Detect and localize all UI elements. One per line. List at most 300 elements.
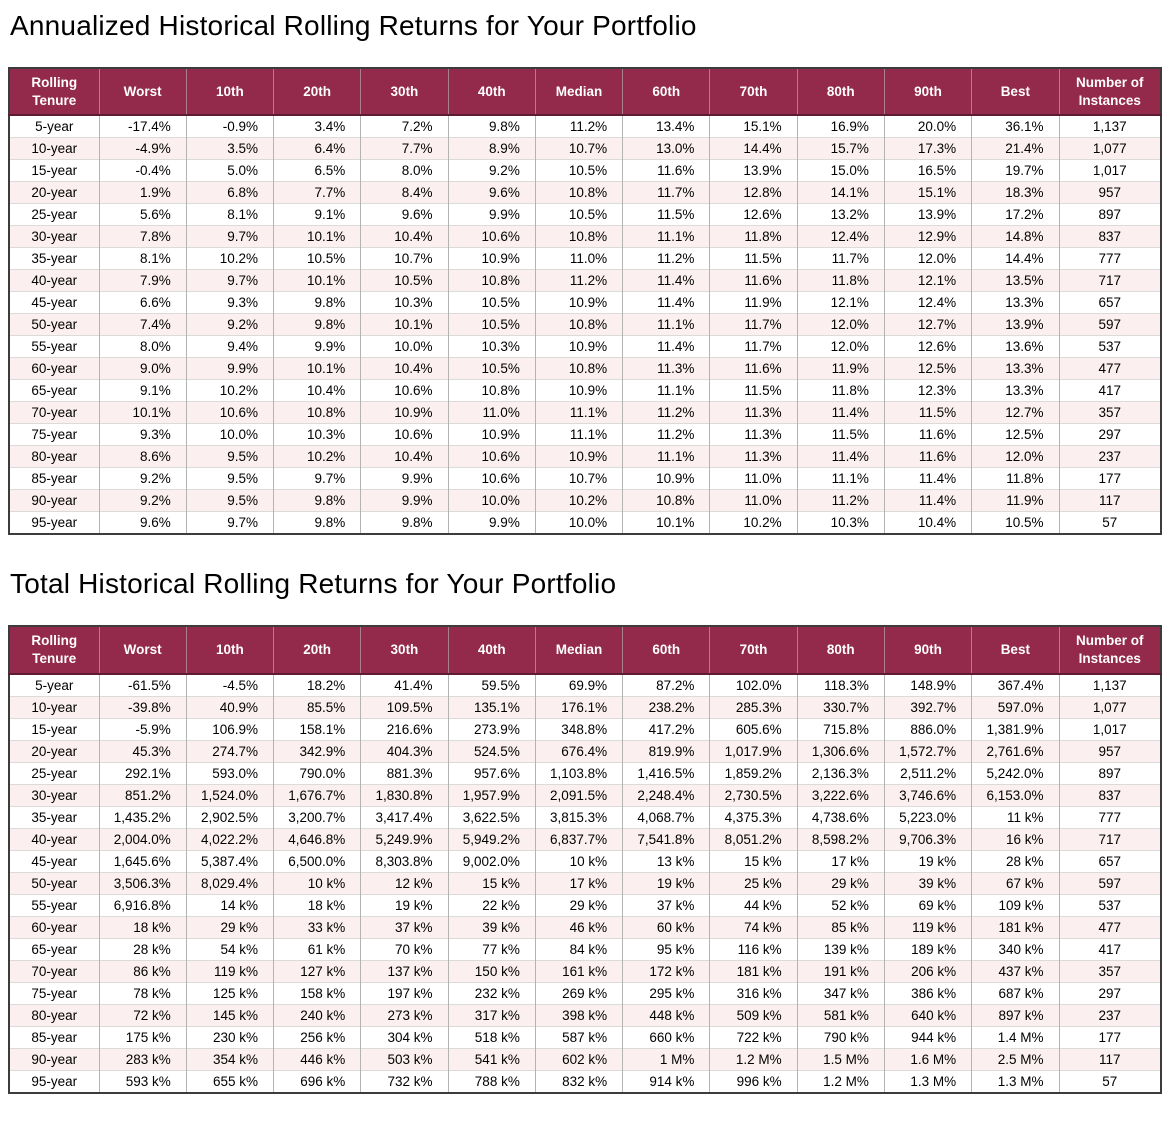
return-value-cell: 61 k% — [274, 938, 361, 960]
return-value-cell: 15.1% — [884, 182, 971, 204]
return-value-cell: 3,746.6% — [884, 784, 971, 806]
return-value-cell: 1 M% — [623, 1048, 710, 1070]
rolling-tenure-cell: 10-year — [9, 138, 99, 160]
return-value-cell: 10.8% — [535, 358, 622, 380]
rolling-tenure-cell: 25-year — [9, 204, 99, 226]
return-value-cell: 11.4% — [797, 402, 884, 424]
instance-count-cell: 237 — [1059, 446, 1161, 468]
return-value-cell: 21.4% — [972, 138, 1059, 160]
return-value-cell: 20.0% — [884, 115, 971, 138]
return-value-cell: 9.7% — [186, 226, 273, 248]
return-value-cell: 9.9% — [274, 336, 361, 358]
return-value-cell: 404.3% — [361, 740, 448, 762]
return-value-cell: 10.2% — [186, 248, 273, 270]
return-value-cell: 12.5% — [972, 424, 1059, 446]
annualized-returns-table — [8, 67, 1162, 535]
column-header-median: Median — [535, 68, 622, 115]
table-row-35-year — [9, 248, 1161, 270]
return-value-cell: 119 k% — [884, 916, 971, 938]
return-value-cell: 240 k% — [274, 1004, 361, 1026]
return-value-cell: 238.2% — [623, 696, 710, 718]
return-value-cell: 13.4% — [623, 115, 710, 138]
return-value-cell: 788 k% — [448, 1070, 535, 1093]
table-row-45-year — [9, 292, 1161, 314]
instance-count-cell: 177 — [1059, 1026, 1161, 1048]
return-value-cell: 9.2% — [99, 468, 186, 490]
return-value-cell: 12.0% — [884, 248, 971, 270]
column-header-90th: 90th — [884, 68, 971, 115]
return-value-cell: 5,387.4% — [186, 850, 273, 872]
return-value-cell: 9.5% — [186, 446, 273, 468]
return-value-cell: 29 k% — [535, 894, 622, 916]
rolling-tenure-cell: 35-year — [9, 248, 99, 270]
rolling-tenure-cell: 15-year — [9, 160, 99, 182]
column-header-60th: 60th — [623, 68, 710, 115]
rolling-tenure-cell: 45-year — [9, 850, 99, 872]
return-value-cell: 8.1% — [99, 248, 186, 270]
rolling-tenure-cell: 15-year — [9, 718, 99, 740]
return-value-cell: 417.2% — [623, 718, 710, 740]
return-value-cell: 197 k% — [361, 982, 448, 1004]
return-value-cell: 191 k% — [797, 960, 884, 982]
return-value-cell: 342.9% — [274, 740, 361, 762]
return-value-cell: 28 k% — [99, 938, 186, 960]
return-value-cell: 1,859.2% — [710, 762, 797, 784]
return-value-cell: 28 k% — [972, 850, 1059, 872]
return-value-cell: 11.4% — [623, 292, 710, 314]
table-row-10-year — [9, 138, 1161, 160]
return-value-cell: 13.6% — [972, 336, 1059, 358]
return-value-cell: 503 k% — [361, 1048, 448, 1070]
instance-count-cell: 1,137 — [1059, 115, 1161, 138]
return-value-cell: 10.5% — [274, 248, 361, 270]
return-value-cell: 2,730.5% — [710, 784, 797, 806]
return-value-cell: 1,572.7% — [884, 740, 971, 762]
return-value-cell: 6,916.8% — [99, 894, 186, 916]
return-value-cell: 37 k% — [623, 894, 710, 916]
return-value-cell: 11.7% — [710, 336, 797, 358]
return-value-cell: 11.9% — [972, 490, 1059, 512]
return-value-cell: 12.6% — [710, 204, 797, 226]
table-row-90-year — [9, 490, 1161, 512]
return-value-cell: 11.1% — [623, 380, 710, 402]
table-body — [9, 674, 1161, 1093]
rolling-tenure-cell: 50-year — [9, 872, 99, 894]
return-value-cell: 354 k% — [186, 1048, 273, 1070]
return-value-cell: 9.9% — [448, 512, 535, 535]
return-value-cell: 36.1% — [972, 115, 1059, 138]
return-value-cell: 11.3% — [710, 446, 797, 468]
return-value-cell: 8.4% — [361, 182, 448, 204]
return-value-cell: 10.6% — [448, 446, 535, 468]
table-row-70-year — [9, 960, 1161, 982]
return-value-cell: 11.0% — [535, 248, 622, 270]
return-value-cell: 11.1% — [623, 314, 710, 336]
return-value-cell: 19 k% — [623, 872, 710, 894]
return-value-cell: 172 k% — [623, 960, 710, 982]
rolling-tenure-cell: 70-year — [9, 960, 99, 982]
return-value-cell: 3,815.3% — [535, 806, 622, 828]
column-header-worst: Worst — [99, 626, 186, 673]
return-value-cell: 13.9% — [710, 160, 797, 182]
return-value-cell: 256 k% — [274, 1026, 361, 1048]
return-value-cell: 158.1% — [274, 718, 361, 740]
rolling-tenure-cell: 5-year — [9, 115, 99, 138]
return-value-cell: 9.5% — [186, 468, 273, 490]
rolling-tenure-cell: 90-year — [9, 490, 99, 512]
column-header-number-of-instances: Number of Instances — [1059, 626, 1161, 673]
return-value-cell: 9.7% — [186, 512, 273, 535]
return-value-cell: 10.9% — [623, 468, 710, 490]
return-value-cell: 11.5% — [884, 402, 971, 424]
return-value-cell: 9.7% — [186, 270, 273, 292]
return-value-cell: 10.5% — [448, 314, 535, 336]
return-value-cell: 87.2% — [623, 674, 710, 697]
return-value-cell: 1,103.8% — [535, 762, 622, 784]
return-value-cell: 8.6% — [99, 446, 186, 468]
return-value-cell: 285.3% — [710, 696, 797, 718]
return-value-cell: 150 k% — [448, 960, 535, 982]
return-value-cell: 11.9% — [710, 292, 797, 314]
instance-count-cell: 657 — [1059, 292, 1161, 314]
return-value-cell: 11.7% — [623, 182, 710, 204]
table-row-90-year — [9, 1048, 1161, 1070]
return-value-cell: 944 k% — [884, 1026, 971, 1048]
return-value-cell: 11.6% — [623, 160, 710, 182]
instance-count-cell: 537 — [1059, 336, 1161, 358]
table-row-80-year — [9, 446, 1161, 468]
return-value-cell: 67 k% — [972, 872, 1059, 894]
return-value-cell: 11.6% — [710, 270, 797, 292]
return-value-cell: 10.5% — [535, 204, 622, 226]
return-value-cell: 10.2% — [274, 446, 361, 468]
rolling-tenure-cell: 70-year — [9, 402, 99, 424]
return-value-cell: 2,091.5% — [535, 784, 622, 806]
return-value-cell: 10.7% — [535, 468, 622, 490]
return-value-cell: 11.2% — [623, 402, 710, 424]
return-value-cell: 11.3% — [710, 424, 797, 446]
table-row-95-year — [9, 512, 1161, 535]
return-value-cell: 17.3% — [884, 138, 971, 160]
table-row-65-year — [9, 380, 1161, 402]
return-value-cell: 13 k% — [623, 850, 710, 872]
return-value-cell: 8.9% — [448, 138, 535, 160]
instance-count-cell: 777 — [1059, 248, 1161, 270]
return-value-cell: 330.7% — [797, 696, 884, 718]
return-value-cell: 127 k% — [274, 960, 361, 982]
return-value-cell: 10.0% — [186, 424, 273, 446]
return-value-cell: 1.4 M% — [972, 1026, 1059, 1048]
instance-count-cell: 657 — [1059, 850, 1161, 872]
return-value-cell: 2,004.0% — [99, 828, 186, 850]
return-value-cell: 9.9% — [448, 204, 535, 226]
return-value-cell: 1,524.0% — [186, 784, 273, 806]
return-value-cell: 10.4% — [361, 446, 448, 468]
return-value-cell: 1,830.8% — [361, 784, 448, 806]
return-value-cell: 5,949.2% — [448, 828, 535, 850]
table-row-15-year — [9, 160, 1161, 182]
return-value-cell: 9.0% — [99, 358, 186, 380]
return-value-cell: 304 k% — [361, 1026, 448, 1048]
return-value-cell: 541 k% — [448, 1048, 535, 1070]
return-value-cell: 10.6% — [448, 226, 535, 248]
rolling-tenure-cell: 80-year — [9, 446, 99, 468]
instance-count-cell: 777 — [1059, 806, 1161, 828]
return-value-cell: 8.1% — [186, 204, 273, 226]
return-value-cell: 181 k% — [710, 960, 797, 982]
return-value-cell: 7.7% — [274, 182, 361, 204]
return-value-cell: 11.6% — [710, 358, 797, 380]
return-value-cell: 17 k% — [797, 850, 884, 872]
return-value-cell: 45.3% — [99, 740, 186, 762]
return-value-cell: 732 k% — [361, 1070, 448, 1093]
return-value-cell: 367.4% — [972, 674, 1059, 697]
return-value-cell: 137 k% — [361, 960, 448, 982]
return-value-cell: 11.3% — [623, 358, 710, 380]
return-value-cell: 996 k% — [710, 1070, 797, 1093]
return-value-cell: 14 k% — [186, 894, 273, 916]
return-value-cell: 10 k% — [274, 872, 361, 894]
table-row-20-year — [9, 740, 1161, 762]
return-value-cell: 10.5% — [972, 512, 1059, 535]
return-value-cell: 1,381.9% — [972, 718, 1059, 740]
table-row-75-year — [9, 424, 1161, 446]
return-value-cell: 60 k% — [623, 916, 710, 938]
return-value-cell: 10.8% — [535, 226, 622, 248]
return-value-cell: 11.8% — [972, 468, 1059, 490]
return-value-cell: 1,957.9% — [448, 784, 535, 806]
rolling-tenure-cell: 90-year — [9, 1048, 99, 1070]
return-value-cell: 12.7% — [972, 402, 1059, 424]
table-row-50-year — [9, 872, 1161, 894]
return-value-cell: 11.0% — [710, 468, 797, 490]
instance-count-cell: 357 — [1059, 960, 1161, 982]
return-value-cell: 10.6% — [361, 424, 448, 446]
return-value-cell: 78 k% — [99, 982, 186, 1004]
return-value-cell: 317 k% — [448, 1004, 535, 1026]
table-row-45-year — [9, 850, 1161, 872]
return-value-cell: 10.1% — [274, 358, 361, 380]
column-header-20th: 20th — [274, 68, 361, 115]
return-value-cell: 74 k% — [710, 916, 797, 938]
table-row-50-year — [9, 314, 1161, 336]
return-value-cell: 5,223.0% — [884, 806, 971, 828]
return-value-cell: 518 k% — [448, 1026, 535, 1048]
return-value-cell: 11.2% — [535, 270, 622, 292]
return-value-cell: 6,837.7% — [535, 828, 622, 850]
return-value-cell: 15.7% — [797, 138, 884, 160]
table-row-70-year — [9, 402, 1161, 424]
return-value-cell: 593 k% — [99, 1070, 186, 1093]
instance-count-cell: 117 — [1059, 490, 1161, 512]
return-value-cell: 9.3% — [99, 424, 186, 446]
table-row-55-year — [9, 894, 1161, 916]
return-value-cell: 10.3% — [797, 512, 884, 535]
return-value-cell: 39 k% — [448, 916, 535, 938]
return-value-cell: 13.3% — [972, 292, 1059, 314]
return-value-cell: 19.7% — [972, 160, 1059, 182]
return-value-cell: 85.5% — [274, 696, 361, 718]
return-value-cell: 10.5% — [448, 358, 535, 380]
return-value-cell: 29 k% — [186, 916, 273, 938]
instance-count-cell: 957 — [1059, 182, 1161, 204]
return-value-cell: 9.8% — [448, 115, 535, 138]
return-value-cell: 292.1% — [99, 762, 186, 784]
return-value-cell: 7.4% — [99, 314, 186, 336]
return-value-cell: 687 k% — [972, 982, 1059, 1004]
instance-count-cell: 417 — [1059, 380, 1161, 402]
return-value-cell: 897 k% — [972, 1004, 1059, 1026]
table-row-85-year — [9, 1026, 1161, 1048]
return-value-cell: 10.3% — [361, 292, 448, 314]
return-value-cell: 11.1% — [623, 446, 710, 468]
return-value-cell: 9.9% — [361, 490, 448, 512]
return-value-cell: 19 k% — [884, 850, 971, 872]
return-value-cell: -0.9% — [186, 115, 273, 138]
return-value-cell: 9,706.3% — [884, 828, 971, 850]
rolling-tenure-cell: 85-year — [9, 1026, 99, 1048]
return-value-cell: 9.8% — [274, 512, 361, 535]
rolling-tenure-cell: 50-year — [9, 314, 99, 336]
rolling-tenure-cell: 35-year — [9, 806, 99, 828]
return-value-cell: -5.9% — [99, 718, 186, 740]
return-value-cell: 10.8% — [535, 314, 622, 336]
rolling-tenure-cell: 60-year — [9, 358, 99, 380]
table-row-75-year — [9, 982, 1161, 1004]
return-value-cell: 10.8% — [535, 182, 622, 204]
return-value-cell: 509 k% — [710, 1004, 797, 1026]
return-value-cell: 18 k% — [274, 894, 361, 916]
return-value-cell: 12.1% — [884, 270, 971, 292]
return-value-cell: 9.2% — [186, 314, 273, 336]
return-value-cell: 9.1% — [274, 204, 361, 226]
return-value-cell: 13.5% — [972, 270, 1059, 292]
return-value-cell: 10.3% — [448, 336, 535, 358]
return-value-cell: 9.6% — [361, 204, 448, 226]
return-value-cell: 216.6% — [361, 718, 448, 740]
rolling-tenure-cell: 55-year — [9, 336, 99, 358]
column-header-best: Best — [972, 626, 1059, 673]
return-value-cell: 4,022.2% — [186, 828, 273, 850]
return-value-cell: 1,676.7% — [274, 784, 361, 806]
return-value-cell: 6.6% — [99, 292, 186, 314]
table-header-row — [9, 68, 1161, 115]
return-value-cell: 1.3 M% — [972, 1070, 1059, 1093]
return-value-cell: 10.4% — [361, 226, 448, 248]
return-value-cell: 109 k% — [972, 894, 1059, 916]
return-value-cell: 6,153.0% — [972, 784, 1059, 806]
return-value-cell: 125 k% — [186, 982, 273, 1004]
table-row-5-year — [9, 115, 1161, 138]
return-value-cell: 52 k% — [797, 894, 884, 916]
return-value-cell: 8.0% — [99, 336, 186, 358]
return-value-cell: 9.8% — [274, 490, 361, 512]
return-value-cell: 95 k% — [623, 938, 710, 960]
return-value-cell: 189 k% — [884, 938, 971, 960]
return-value-cell: 4,375.3% — [710, 806, 797, 828]
return-value-cell: 398 k% — [535, 1004, 622, 1026]
return-value-cell: 10.8% — [274, 402, 361, 424]
return-value-cell: 274.7% — [186, 740, 273, 762]
return-value-cell: 18.3% — [972, 182, 1059, 204]
return-value-cell: 158 k% — [274, 982, 361, 1004]
rolling-tenure-cell: 80-year — [9, 1004, 99, 1026]
return-value-cell: 273 k% — [361, 1004, 448, 1026]
return-value-cell: 11 k% — [972, 806, 1059, 828]
return-value-cell: 17.2% — [972, 204, 1059, 226]
column-header-70th: 70th — [710, 68, 797, 115]
table-row-5-year — [9, 674, 1161, 697]
table-row-25-year — [9, 204, 1161, 226]
return-value-cell: 22 k% — [448, 894, 535, 916]
return-value-cell: 161 k% — [535, 960, 622, 982]
return-value-cell: 6.8% — [186, 182, 273, 204]
return-value-cell: 12.7% — [884, 314, 971, 336]
return-value-cell: 148.9% — [884, 674, 971, 697]
return-value-cell: 655 k% — [186, 1070, 273, 1093]
return-value-cell: 886.0% — [884, 718, 971, 740]
return-value-cell: 232 k% — [448, 982, 535, 1004]
return-value-cell: 3,200.7% — [274, 806, 361, 828]
return-value-cell: 11.4% — [884, 468, 971, 490]
return-value-cell: 10.0% — [535, 512, 622, 535]
return-value-cell: 206 k% — [884, 960, 971, 982]
return-value-cell: 69.9% — [535, 674, 622, 697]
return-value-cell: 273.9% — [448, 718, 535, 740]
return-value-cell: 9.4% — [186, 336, 273, 358]
return-value-cell: 722 k% — [710, 1026, 797, 1048]
table-row-80-year — [9, 1004, 1161, 1026]
return-value-cell: 9.5% — [186, 490, 273, 512]
return-value-cell: 602 k% — [535, 1048, 622, 1070]
return-value-cell: 2,136.3% — [797, 762, 884, 784]
return-value-cell: 77 k% — [448, 938, 535, 960]
instance-count-cell: 897 — [1059, 762, 1161, 784]
instance-count-cell: 1,017 — [1059, 718, 1161, 740]
return-value-cell: 9.3% — [186, 292, 273, 314]
column-header-20th: 20th — [274, 626, 361, 673]
return-value-cell: -39.8% — [99, 696, 186, 718]
return-value-cell: 12.4% — [797, 226, 884, 248]
return-value-cell: 6,500.0% — [274, 850, 361, 872]
table-row-85-year — [9, 468, 1161, 490]
return-value-cell: 12.0% — [797, 314, 884, 336]
return-value-cell: 2.5 M% — [972, 1048, 1059, 1070]
column-header-10th: 10th — [186, 626, 273, 673]
return-value-cell: 7,541.8% — [623, 828, 710, 850]
return-value-cell: 11.8% — [797, 380, 884, 402]
instance-count-cell: 237 — [1059, 1004, 1161, 1026]
column-header-30th: 30th — [361, 626, 448, 673]
return-value-cell: 11.1% — [797, 468, 884, 490]
return-value-cell: 175 k% — [99, 1026, 186, 1048]
return-value-cell: 11.9% — [797, 358, 884, 380]
return-value-cell: 10.2% — [710, 512, 797, 535]
column-header-rolling-tenure: Rolling Tenure — [9, 68, 99, 115]
return-value-cell: 12.8% — [710, 182, 797, 204]
rolling-tenure-cell: 85-year — [9, 468, 99, 490]
return-value-cell: 12.9% — [884, 226, 971, 248]
return-value-cell: 12.0% — [972, 446, 1059, 468]
return-value-cell: 33 k% — [274, 916, 361, 938]
return-value-cell: 1.3 M% — [884, 1070, 971, 1093]
return-value-cell: 102.0% — [710, 674, 797, 697]
return-value-cell: 17 k% — [535, 872, 622, 894]
return-value-cell: 14.8% — [972, 226, 1059, 248]
column-header-10th: 10th — [186, 68, 273, 115]
return-value-cell: -17.4% — [99, 115, 186, 138]
return-value-cell: 18 k% — [99, 916, 186, 938]
